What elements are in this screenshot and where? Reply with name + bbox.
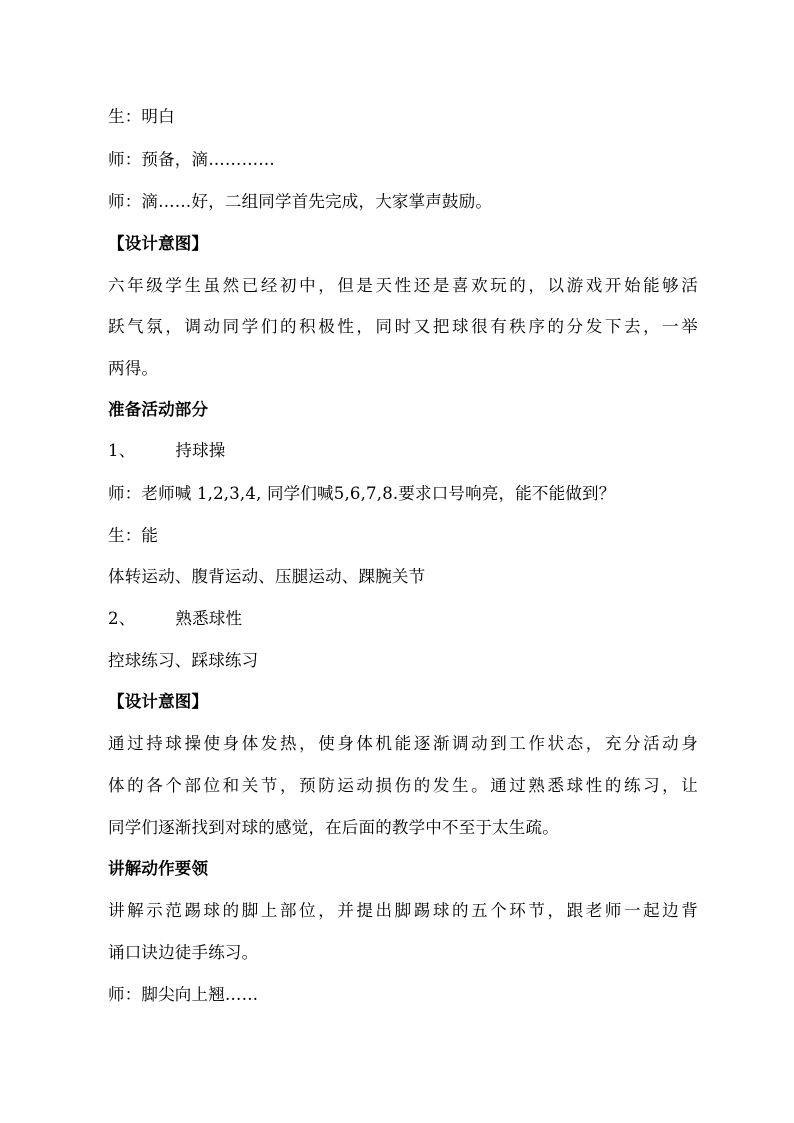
dialogue-line: 师：老师喊 1,2,3,4, 同学们喊5,6,7,8.要求口号响亮，能不能做到？ xyxy=(108,484,616,503)
paragraph-line: 诵口诀边徒手练习。 xyxy=(108,943,259,962)
dialogue-line: 师：滴……好，二组同学首先完成，大家掌声鼓励。 xyxy=(108,192,493,211)
dialogue-line: 师：预备，滴………… xyxy=(108,150,275,169)
paragraph-line: 六年级学生虽然已经初中，但是天性还是喜欢玩的，以游戏开始能够活 xyxy=(108,276,698,295)
paragraph-line: 通过持球操使身体发热，使身体机能逐渐调动到工作状态，充分活动身 xyxy=(108,734,698,753)
list-item-text: 熟悉球性 xyxy=(175,609,243,628)
paragraph-line: 体转运动、腹背运动、压腿运动、踝腕关节 xyxy=(108,567,426,586)
dialogue-line: 生：明白 xyxy=(108,107,175,126)
numbered-item xyxy=(108,609,242,629)
list-number: 1、 xyxy=(108,441,136,460)
paragraph-line: 两得。 xyxy=(108,359,159,378)
paragraph-line: 跃气氛，调动同学们的积极性，同时又把球很有秩序的分发下去，一举 xyxy=(108,317,698,336)
numbered-item xyxy=(108,441,226,461)
dialogue-line: 生：能 xyxy=(108,526,159,545)
section-heading: 【设计意图】 xyxy=(108,234,209,253)
section-heading: 【设计意图】 xyxy=(108,692,209,711)
paragraph-line: 同学们逐渐找到对球的感觉，在后面的教学中不至于太生疏。 xyxy=(108,818,559,837)
list-number: 2、 xyxy=(108,609,136,628)
paragraph-line: 讲解示范踢球的脚上部位，并提出脚踢球的五个环节，跟老师一起边背 xyxy=(108,901,698,920)
paragraph-line: 控球练习、踩球练习 xyxy=(108,651,259,670)
section-heading: 讲解动作要领 xyxy=(108,859,209,878)
list-item-text: 持球操 xyxy=(175,441,226,460)
dialogue-line: 师：脚尖向上翘…… xyxy=(108,985,259,1004)
paragraph-line: 体的各个部位和关节，预防运动损伤的发生。通过熟悉球性的练习，让 xyxy=(108,776,698,795)
section-heading: 准备活动部分 xyxy=(108,400,209,419)
